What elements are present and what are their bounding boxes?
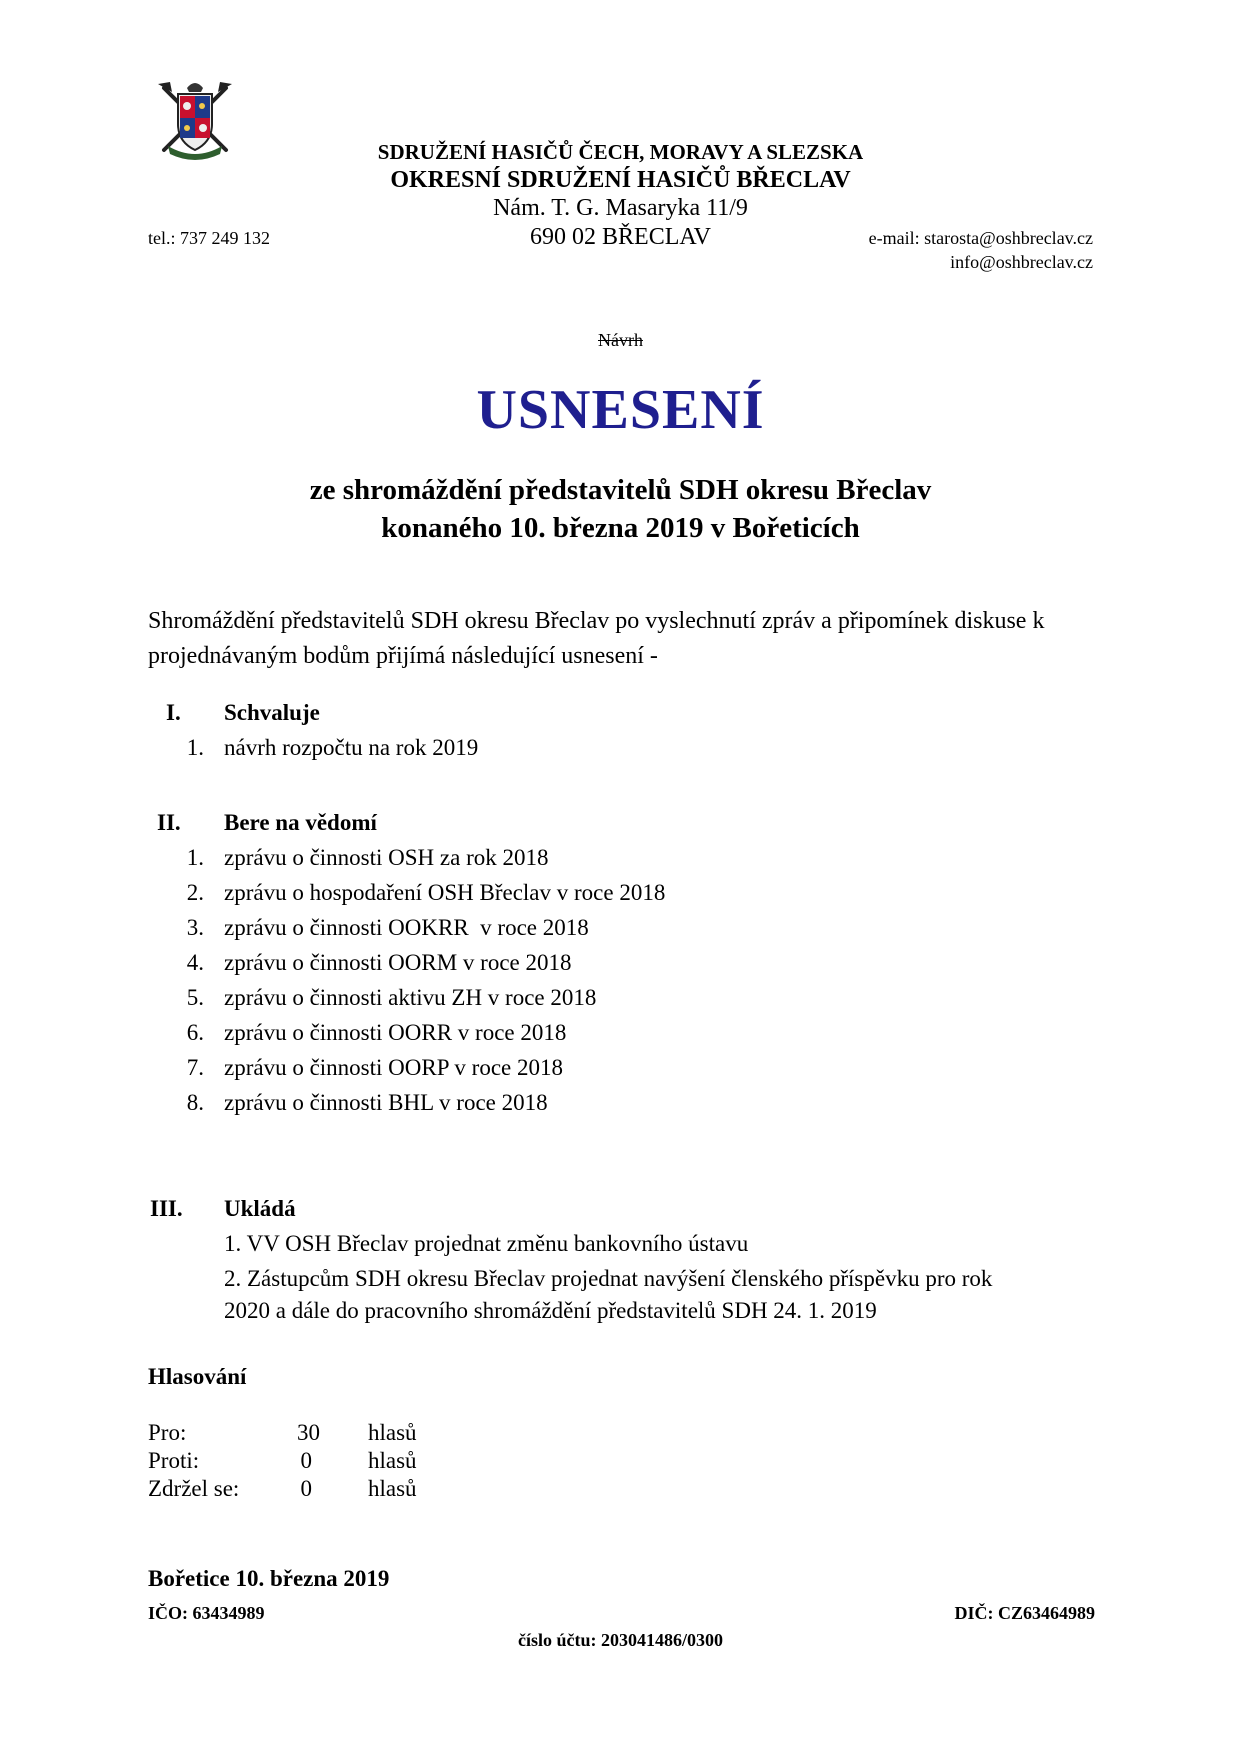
place-and-date: Bořetice 10. března 2019	[148, 1566, 390, 1591]
intro-paragraph: Shromáždění představitelů SDH okresu Břeclav po vyslechnutí zpráv a připomínek diskuse k projednávaným bodům přijímá následující usnesení -	[148, 608, 1045, 669]
list-item-number: 2.	[186, 880, 204, 905]
address-street: Nám. T. G. Masaryka 11/9	[493, 195, 748, 221]
bank-account-number: číslo účtu: 203041486/0300	[518, 1630, 723, 1650]
phone-number: tel.: 737 249 132	[148, 228, 270, 248]
section-heading: Bere na vědomí	[224, 810, 377, 835]
document-title: USNESENÍ	[476, 379, 765, 441]
vote-unit: hlasů	[368, 1476, 417, 1501]
list-item: návrh rozpočtu na rok 2019	[224, 735, 479, 760]
vote-count: 0	[300, 1476, 312, 1501]
subtitle-line-2: konaného 10. března 2019 v Bořeticích	[381, 512, 860, 544]
list-item: zprávu o hospodaření OSH Břeclav v roce 2018	[224, 880, 666, 905]
list-item-number: 6.	[186, 1020, 204, 1045]
list-item-number: 1.	[186, 735, 204, 760]
list-item: zprávu o činnosti OORM v roce 2018	[224, 950, 572, 975]
district-organization-name: OKRESNÍ SDRUŽENÍ HASIČŮ BŘECLAV	[390, 167, 851, 193]
email-address: e-mail: starosta@oshbreclav.cz	[868, 228, 1093, 248]
list-item-number: 8.	[186, 1090, 204, 1115]
section-heading: Ukládá	[224, 1196, 296, 1221]
ico-number: IČO: 63434989	[148, 1603, 265, 1623]
list-item: zprávu o činnosti OOKRR v roce 2018	[224, 915, 589, 940]
list-item-number: 3.	[186, 915, 204, 940]
list-item: zprávu o činnosti BHL v roce 2018	[224, 1090, 548, 1115]
organization-name: SDRUŽENÍ HASIČŮ ČECH, MORAVY A SLEZSKA	[377, 140, 864, 164]
list-item: zprávu o činnosti aktivu ZH v roce 2018	[224, 985, 597, 1010]
list-item: 1. VV OSH Břeclav projednat změnu bankovního ústavu	[224, 1231, 749, 1256]
list-item-continuation: 2020 a dále do pracovního shromáždění představitelů SDH 24. 1. 2019	[224, 1298, 877, 1323]
section-numeral: I.	[166, 700, 181, 725]
list-item-number: 4.	[186, 950, 204, 975]
list-item-number: 7.	[186, 1055, 204, 1080]
section-heading: Schvaluje	[224, 700, 320, 725]
subtitle-line-1: ze shromáždění představitelů SDH okresu Břeclav	[309, 474, 932, 506]
address-city: 690 02 BŘECLAV	[530, 224, 711, 250]
list-item: 2. Zástupcům SDH okresu Břeclav projednat navýšení členského příspěvku pro rok	[224, 1266, 993, 1291]
vote-unit: hlasů	[368, 1448, 417, 1473]
list-item: zprávu o činnosti OORP v roce 2018	[224, 1055, 563, 1080]
section-numeral: II.	[157, 810, 181, 835]
vote-label: Proti:	[148, 1448, 200, 1473]
vote-unit: hlasů	[368, 1420, 417, 1445]
draft-label: Návrh	[598, 330, 643, 350]
vote-count: 30	[297, 1420, 320, 1445]
email-address-info: info@oshbreclav.cz	[950, 252, 1093, 272]
vote-count: 0	[300, 1448, 312, 1473]
voting-heading: Hlasování	[148, 1364, 247, 1389]
section-numeral: III.	[150, 1196, 183, 1221]
vote-label: Zdržel se:	[148, 1476, 240, 1501]
dic-number: DIČ: CZ63464989	[954, 1603, 1095, 1623]
vote-label: Pro:	[148, 1420, 187, 1445]
list-item: zprávu o činnosti OSH za rok 2018	[224, 845, 549, 870]
list-item: zprávu o činnosti OORR v roce 2018	[224, 1020, 567, 1045]
list-item-number: 5.	[186, 985, 204, 1010]
list-item-number: 1.	[186, 845, 204, 870]
